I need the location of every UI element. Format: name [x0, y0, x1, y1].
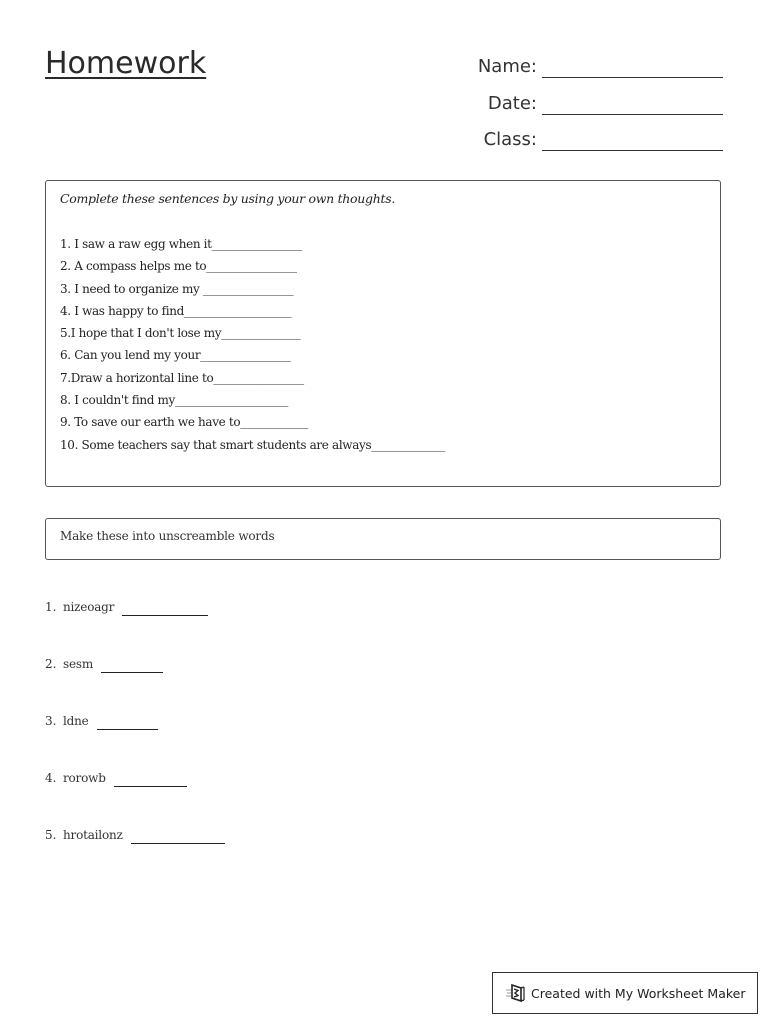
sentence-item: 9. To save our earth we have to____________ — [60, 415, 309, 430]
page-title: Homework — [45, 46, 207, 81]
sentence-item: 1. I saw a raw egg when it________________ — [60, 237, 303, 251]
sentence-list — [60, 235, 445, 458]
name-field — [440, 48, 723, 78]
answer-blank[interactable] — [97, 715, 158, 730]
item-number: 1. — [45, 600, 57, 614]
sentence-item: 3. I need to organize my ________________ — [60, 281, 294, 296]
scrambled-word: nizeoagr — [63, 600, 115, 614]
unscramble-instructions: Make these into unscreamble words — [60, 529, 275, 543]
class-label: Class: — [483, 129, 537, 150]
item-number: 4. — [45, 771, 57, 785]
item-number: 3. — [45, 714, 57, 728]
item-number: 5. — [45, 828, 57, 842]
sentence-item: 7.Draw a horizontal line to________________ — [60, 370, 304, 385]
sentence-item: 2. A compass helps me to________________ — [60, 259, 297, 274]
scrambled-word: ldne — [63, 714, 89, 728]
date-label: Date: — [487, 93, 537, 114]
class-blank[interactable] — [542, 132, 723, 151]
scrambled-word: sesm — [63, 657, 93, 671]
sentence-item: 10. Some teachers say that smart students are always_____________ — [60, 437, 445, 452]
date-field — [440, 85, 723, 115]
answer-blank[interactable] — [114, 772, 187, 787]
unscramble-item — [45, 708, 158, 728]
sentence-item: 6. Can you lend my your________________ — [60, 348, 291, 363]
answer-blank[interactable] — [131, 829, 225, 844]
item-number: 2. — [45, 657, 57, 671]
unscramble-instructions-box — [45, 518, 721, 560]
class-field — [440, 121, 723, 151]
sentence-item: 5.I hope that I don't lose my______________ — [60, 326, 301, 341]
sentence-instructions: Complete these sentences by using your own thoughts. — [60, 191, 395, 206]
unscramble-item — [45, 765, 187, 785]
worksheet-maker-logo-icon — [505, 982, 527, 1004]
sentence-completion-box — [45, 180, 721, 487]
unscramble-item — [45, 594, 208, 614]
name-blank[interactable] — [542, 59, 723, 78]
unscramble-item — [45, 822, 225, 842]
worksheet-maker-credit[interactable] — [492, 972, 758, 1014]
unscramble-item — [45, 651, 163, 671]
date-blank[interactable] — [542, 96, 723, 115]
answer-blank[interactable] — [122, 601, 208, 616]
sentence-item: 4. I was happy to find___________________ — [60, 303, 292, 318]
scrambled-word: rorowb — [63, 771, 106, 785]
name-label: Name: — [477, 56, 537, 77]
sentence-item: 8. I couldn't find my____________________ — [60, 393, 288, 408]
credit-text: Created with My Worksheet Maker — [531, 985, 746, 1001]
answer-blank[interactable] — [101, 658, 163, 673]
scrambled-word: hrotailonz — [63, 828, 123, 842]
